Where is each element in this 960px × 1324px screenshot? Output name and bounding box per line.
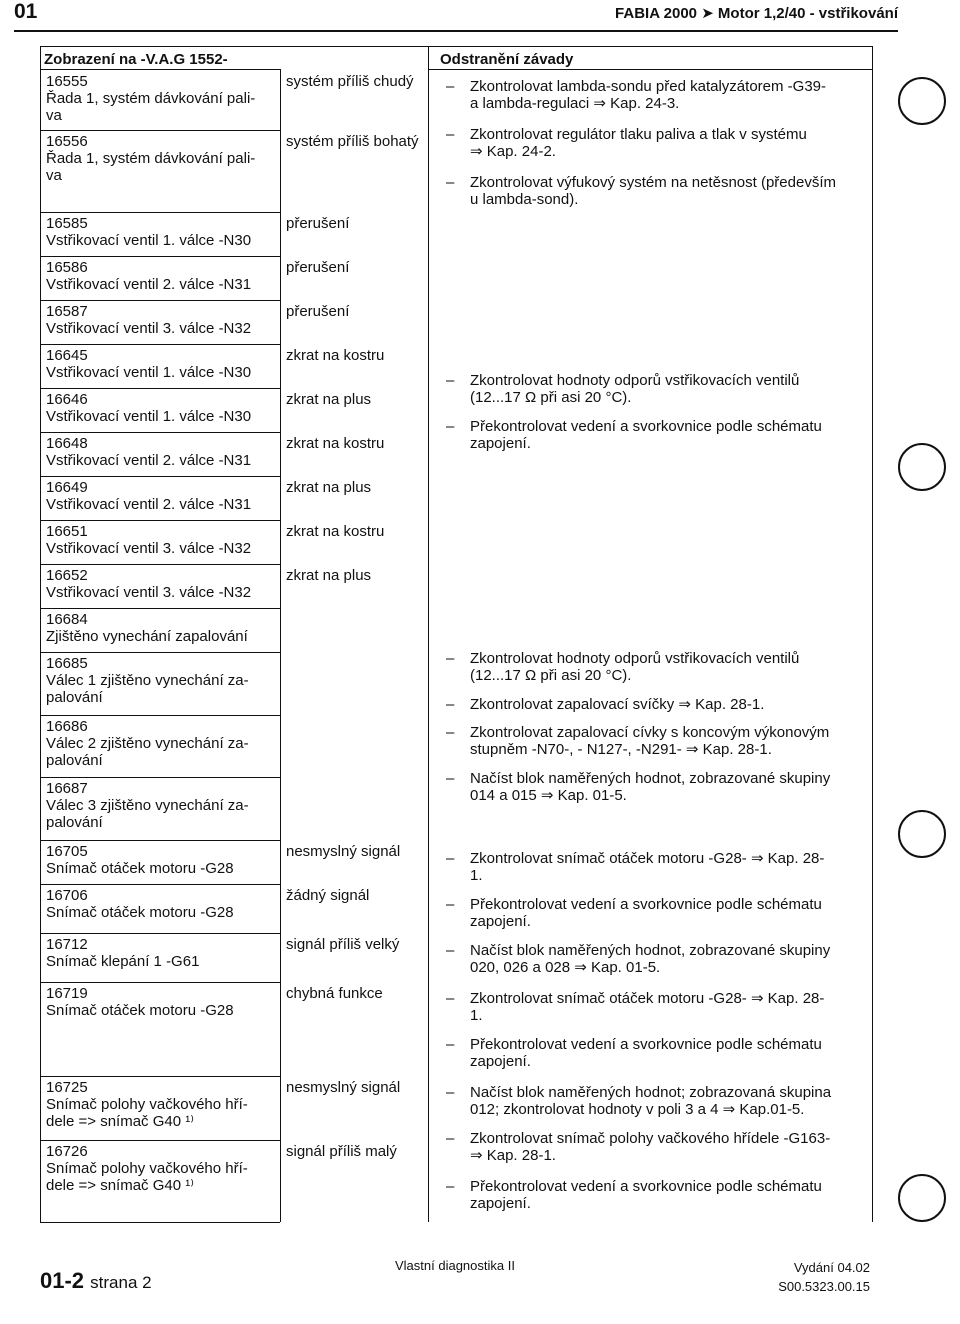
- table-right-border: [872, 46, 873, 1222]
- remedy-text: zapojení.: [470, 913, 531, 930]
- row-separator: [40, 884, 280, 885]
- fault-status: signál příliš velký: [286, 936, 400, 953]
- row-separator: [40, 388, 280, 389]
- row-separator: [40, 130, 280, 131]
- remedy-text: 1.: [470, 1007, 483, 1024]
- remedy-header-rule: [428, 69, 872, 70]
- fault-status: nesmyslný signál: [286, 843, 401, 860]
- remedy-bullet: –: [446, 126, 455, 143]
- fault-code: 16587: [46, 303, 88, 320]
- fault-description: Snímač polohy vačkového hří-: [46, 1160, 248, 1177]
- fault-code: 16586: [46, 259, 88, 276]
- remedy-column-header: Odstranění závady: [440, 51, 574, 68]
- fault-description: palování: [46, 814, 103, 831]
- status-column-divider: [428, 46, 429, 1222]
- fault-status: přerušení: [286, 259, 350, 276]
- footer-edition: Vydání 04.02: [793, 1260, 870, 1275]
- row-separator: [40, 476, 280, 477]
- fault-description: Snímač otáček motoru -G28: [46, 860, 234, 877]
- fault-code: 16684: [46, 611, 88, 628]
- remedy-bullet: –: [446, 418, 455, 435]
- fault-description: Snímač otáček motoru -G28: [46, 1002, 234, 1019]
- fault-description: Válec 1 zjištěno vynechání za-: [46, 672, 249, 689]
- remedy-bullet: –: [446, 174, 455, 191]
- fault-description: Zjištěno vynechání zapalování: [46, 628, 248, 645]
- remedy-text: (12...17 Ω při asi 20 °C).: [470, 667, 632, 684]
- remedy-bullet: –: [446, 696, 455, 713]
- footer-section: Vlastní diagnostika II: [395, 1258, 515, 1273]
- fault-description: Vstřikovací ventil 2. válce -N31: [46, 496, 252, 513]
- remedy-text: zapojení.: [470, 1053, 531, 1070]
- remedy-text: 014 a 015 ⇒ Kap. 01-5.: [470, 787, 627, 804]
- fault-code: 16726: [46, 1143, 88, 1160]
- display-header-rule: [40, 69, 280, 70]
- remedy-text: zapojení.: [470, 435, 531, 452]
- fault-description: va: [46, 167, 62, 184]
- fault-code: 16706: [46, 887, 88, 904]
- footer-page-word: strana 2: [90, 1273, 152, 1292]
- fault-status: zkrat na kostru: [286, 523, 385, 540]
- row-separator: [40, 520, 280, 521]
- fault-code: 16556: [46, 133, 88, 150]
- remedy-bullet: –: [446, 896, 455, 913]
- remedy-text: Zkontrolovat výfukový systém na netěsnost (především: [470, 174, 836, 191]
- row-separator: [40, 1140, 280, 1141]
- fault-description: va: [46, 107, 62, 124]
- fault-status: signál příliš malý: [286, 1143, 397, 1160]
- fault-code: 16652: [46, 567, 88, 584]
- binder-hole-bottom: [898, 1174, 946, 1222]
- remedy-bullet: –: [446, 770, 455, 787]
- row-separator: [40, 933, 280, 934]
- row-separator: [40, 344, 280, 345]
- row-separator: [40, 652, 280, 653]
- display-column-divider: [280, 69, 281, 1222]
- row-separator: [40, 982, 280, 983]
- remedy-text: Zkontrolovat snímač otáček motoru -G28- ⇒ Kap. 28-: [470, 850, 825, 867]
- footer-page-number: 01-2: [40, 1268, 85, 1293]
- remedy-text: Načíst blok naměřených hodnot, zobrazované skupiny: [470, 770, 831, 787]
- display-column-header: Zobrazení na -V.A.G 1552-: [44, 51, 228, 68]
- row-separator: [40, 840, 280, 841]
- fault-code: 16686: [46, 718, 88, 735]
- row-separator: [40, 300, 280, 301]
- fault-code: 16555: [46, 73, 88, 90]
- fault-description: palování: [46, 689, 103, 706]
- fault-description: dele => snímač G40 ¹⁾: [46, 1113, 194, 1130]
- fault-description: Vstřikovací ventil 2. válce -N31: [46, 276, 252, 293]
- remedy-text: Zkontrolovat hodnoty odporů vstřikovacích ventilů: [470, 372, 800, 389]
- fault-status: systém příliš bohatý: [286, 133, 419, 150]
- remedy-text: Zkontrolovat snímač otáček motoru -G28- ⇒ Kap. 28-: [470, 990, 825, 1007]
- footer-page: [40, 1268, 152, 1294]
- fault-description: palování: [46, 752, 103, 769]
- row-separator: [40, 256, 280, 257]
- remedy-bullet: –: [446, 372, 455, 389]
- fault-description: Vstřikovací ventil 3. válce -N32: [46, 320, 252, 337]
- fault-description: dele => snímač G40 ¹⁾: [46, 1177, 194, 1194]
- fault-status: zkrat na kostru: [286, 435, 385, 452]
- remedy-text: Načíst blok naměřených hodnot, zobrazované skupiny: [470, 942, 831, 959]
- page-code: 01: [14, 0, 38, 23]
- footer-edition-block: [778, 1258, 870, 1296]
- fault-description: Snímač otáček motoru -G28: [46, 904, 234, 921]
- header-rule: [14, 30, 898, 32]
- fault-description: Snímač polohy vačkového hří-: [46, 1096, 248, 1113]
- fault-code: 16719: [46, 985, 88, 1002]
- remedy-text: 1.: [470, 867, 483, 884]
- fault-description: Řada 1, systém dávkování pali-: [46, 150, 256, 167]
- remedy-bullet: –: [446, 990, 455, 1007]
- remedy-text: Zkontrolovat zapalovací cívky s koncovým výkonovým: [470, 724, 830, 741]
- remedy-text: Překontrolovat vedení a svorkovnice podle schématu: [470, 1036, 822, 1053]
- fault-description: Vstřikovací ventil 3. válce -N32: [46, 584, 252, 601]
- fault-description: Vstřikovací ventil 2. válce -N31: [46, 452, 252, 469]
- remedy-text: (12...17 Ω při asi 20 °C).: [470, 389, 632, 406]
- remedy-text: u lambda-sond).: [470, 191, 579, 208]
- fault-status: zkrat na plus: [286, 479, 372, 496]
- fault-description: Snímač klepání 1 -G61: [46, 953, 200, 970]
- remedy-text: 020, 026 a 028 ⇒ Kap. 01-5.: [470, 959, 661, 976]
- remedy-text: Zkontrolovat regulátor tlaku paliva a tlak v systému: [470, 126, 807, 143]
- remedy-text: Překontrolovat vedení a svorkovnice podle schématu: [470, 896, 822, 913]
- fault-code: 16649: [46, 479, 88, 496]
- fault-status: přerušení: [286, 215, 350, 232]
- row-separator: [40, 715, 280, 716]
- binder-hole-mid: [898, 443, 946, 491]
- fault-code: 16705: [46, 843, 88, 860]
- fault-status: žádný signál: [286, 887, 370, 904]
- remedy-bullet: –: [446, 1084, 455, 1101]
- remedy-bullet: –: [446, 724, 455, 741]
- fault-status: nesmyslný signál: [286, 1079, 401, 1096]
- fault-code: 16648: [46, 435, 88, 452]
- row-separator: [40, 432, 280, 433]
- fault-code: 16651: [46, 523, 88, 540]
- table-top-border: [40, 46, 872, 47]
- remedy-bullet: –: [446, 1178, 455, 1195]
- remedy-text: Překontrolovat vedení a svorkovnice podle schématu: [470, 1178, 822, 1195]
- fault-description: Řada 1, systém dávkování pali-: [46, 90, 256, 107]
- remedy-text: Zkontrolovat snímač polohy vačkového hřídele -G163-: [470, 1130, 831, 1147]
- fault-description: Válec 3 zjištěno vynechání za-: [46, 797, 249, 814]
- remedy-text: Překontrolovat vedení a svorkovnice podle schématu: [470, 418, 822, 435]
- fault-code: 16685: [46, 655, 88, 672]
- remedy-bullet: –: [446, 650, 455, 667]
- remedy-text: Zkontrolovat hodnoty odporů vstřikovacích ventilů: [470, 650, 800, 667]
- fault-code: 16687: [46, 780, 88, 797]
- remedy-bullet: –: [446, 942, 455, 959]
- row-separator: [40, 608, 280, 609]
- footer-doc-number: S00.5323.00.15: [778, 1279, 870, 1294]
- remedy-bullet: –: [446, 1130, 455, 1147]
- remedy-bullet: –: [446, 78, 455, 95]
- remedy-text: Zkontrolovat zapalovací svíčky ⇒ Kap. 28-1.: [470, 696, 765, 713]
- row-separator: [40, 1076, 280, 1077]
- fault-status: přerušení: [286, 303, 350, 320]
- fault-status: zkrat na plus: [286, 391, 372, 408]
- fault-status: zkrat na plus: [286, 567, 372, 584]
- fault-description: Válec 2 zjištěno vynechání za-: [46, 735, 249, 752]
- fault-status: systém příliš chudý: [286, 73, 414, 90]
- page-title: FABIA 2000 ➤ Motor 1,2/40 - vstřikování: [615, 5, 898, 22]
- fault-description: Vstřikovací ventil 3. válce -N32: [46, 540, 252, 557]
- row-separator: [40, 777, 280, 778]
- remedy-text: 012; zkontrolovat hodnoty v poli 3 a 4 ⇒ Kap.01-5.: [470, 1101, 805, 1118]
- remedy-bullet: –: [446, 850, 455, 867]
- fault-code: 16645: [46, 347, 88, 364]
- remedy-bullet: –: [446, 1036, 455, 1053]
- fault-description: Vstřikovací ventil 1. válce -N30: [46, 408, 252, 425]
- remedy-text: ⇒ Kap. 24-2.: [470, 143, 556, 160]
- fault-description: Vstřikovací ventil 1. válce -N30: [46, 364, 252, 381]
- binder-hole-top: [898, 77, 946, 125]
- fault-code: 16646: [46, 391, 88, 408]
- remedy-text: Zkontrolovat lambda-sondu před katalyzátorem -G39-: [470, 78, 827, 95]
- row-separator: [40, 564, 280, 565]
- fault-code: 16725: [46, 1079, 88, 1096]
- fault-description: Vstřikovací ventil 1. válce -N30: [46, 232, 252, 249]
- row-separator: [40, 212, 280, 213]
- table-bottom-border: [40, 1222, 280, 1223]
- fault-status: chybná funkce: [286, 985, 383, 1002]
- fault-code: 16712: [46, 936, 88, 953]
- binder-hole-lower: [898, 810, 946, 858]
- table-left-border: [40, 46, 41, 1222]
- remedy-text: stupněm -N70-, - N127-, -N291- ⇒ Kap. 28-1.: [470, 741, 772, 758]
- remedy-text: a lambda-regulaci ⇒ Kap. 24-3.: [470, 95, 680, 112]
- fault-code: 16585: [46, 215, 88, 232]
- remedy-text: zapojení.: [470, 1195, 531, 1212]
- remedy-text: Načíst blok naměřených hodnot; zobrazovaná skupina: [470, 1084, 832, 1101]
- remedy-text: ⇒ Kap. 28-1.: [470, 1147, 556, 1164]
- fault-status: zkrat na kostru: [286, 347, 385, 364]
